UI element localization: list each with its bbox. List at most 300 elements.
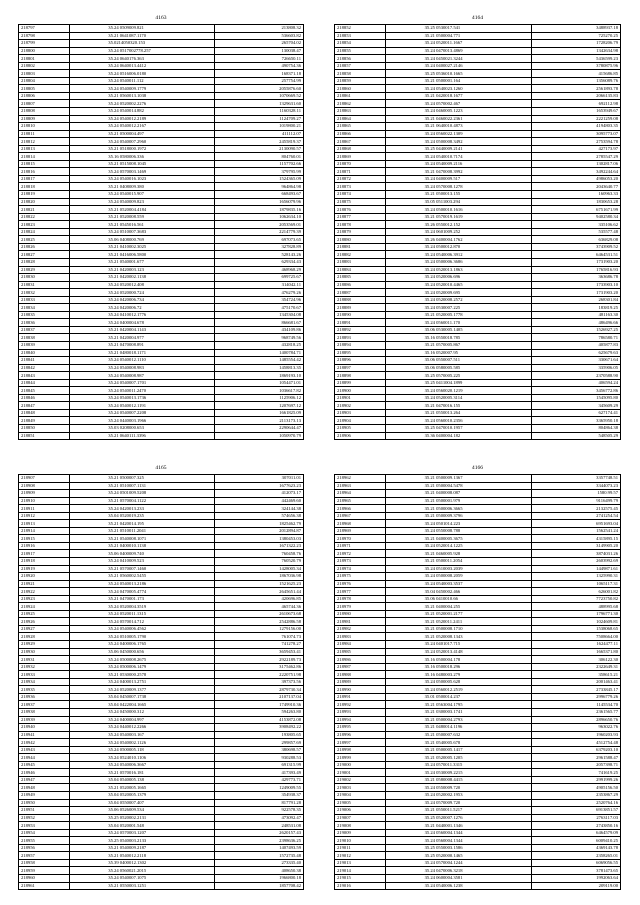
row-code-text: 35.21 0540005.678 <box>424 739 461 745</box>
table-row <box>335 663 621 671</box>
row-amount-cell: 2053569.01 <box>215 221 304 229</box>
row-code-cell <box>69 595 215 603</box>
table-row <box>19 77 304 85</box>
row-code-text: 35.21 0500009.3796 <box>424 513 463 519</box>
row-code-text: 35.03 0208000.653 <box>108 425 144 431</box>
row-code-cell <box>69 565 215 573</box>
row-code-cell <box>385 882 531 890</box>
row-code-text: 35.21 0500001.164 <box>424 78 461 84</box>
row-code-text: 35.24 0640176.363 <box>108 55 144 61</box>
row-code-text: 35.24 0520002.1953 <box>424 792 463 798</box>
row-amount-cell: 1036617.82 <box>215 387 304 395</box>
row-code-cell <box>69 573 215 581</box>
table-row <box>19 206 304 214</box>
row-id-cell: 218841 <box>19 357 70 365</box>
row-code-text: 35.06 0580005.585 <box>424 364 461 370</box>
row-code-text: 35.24 0420013.233 <box>108 505 144 511</box>
row-code-text: 35.24 0520010.4465 <box>424 281 463 287</box>
row-code-cell <box>385 761 531 769</box>
table-row <box>19 776 304 784</box>
table-row <box>335 160 621 168</box>
row-id-cell: 218915 <box>19 535 70 543</box>
table-row <box>19 191 304 199</box>
row-id-cell: 218944 <box>19 754 70 762</box>
row-code-text: 35.24 0540002.1126 <box>108 739 147 745</box>
row-id-cell: 218824 <box>19 228 70 236</box>
table-row <box>19 580 304 588</box>
row-id-cell: 218978 <box>335 595 386 603</box>
row-id-cell: 218927 <box>19 625 70 633</box>
row-code-text: 35.24 0510007.3683 <box>108 229 147 235</box>
row-code-text: 35.24 0540012.1191 <box>108 402 147 408</box>
row-id-cell: 218808 <box>19 108 70 116</box>
row-code-cell <box>385 535 531 543</box>
row-amount-cell: 2455819.37 <box>215 138 304 146</box>
row-id-cell: 218969 <box>335 527 386 535</box>
row-code-cell <box>69 40 215 48</box>
row-code-cell <box>69 648 215 656</box>
row-amount-cell: 968749.56 <box>215 334 304 342</box>
row-code-cell <box>69 236 215 244</box>
row-code-text: 35.21 0300003.1741 <box>424 709 463 715</box>
row-amount-cell: 4905156.50 <box>532 784 621 792</box>
row-id-cell: 218814 <box>19 153 70 161</box>
row-code-cell <box>69 251 215 259</box>
table-row <box>335 266 621 274</box>
row-amount-cell: 408650.38 <box>215 867 304 875</box>
table-row <box>19 512 304 520</box>
row-amount-cell: 1661825.09 <box>215 409 304 417</box>
row-id-cell: 219013 <box>335 859 386 867</box>
row-id-cell: 218872 <box>335 175 386 183</box>
row-code-cell <box>69 610 215 618</box>
row-code-text: 35.24 0440003.1966 <box>108 417 147 423</box>
row-code-cell <box>385 213 531 221</box>
row-amount-cell: 1869193.10 <box>215 372 304 380</box>
row-id-cell: 218877 <box>335 213 386 221</box>
row-id-cell: 218801 <box>19 55 70 63</box>
row-code-cell <box>69 625 215 633</box>
row-id-cell: 218905 <box>335 424 386 432</box>
table-row <box>335 776 621 784</box>
row-id-cell: 218994 <box>335 716 386 724</box>
row-amount-cell: 2214779.39 <box>215 228 304 236</box>
row-code-text: 35.24 0400027.2146 <box>424 63 463 69</box>
row-code-cell <box>69 221 215 229</box>
row-code-text: 35.24 0500008.3492 <box>424 138 463 144</box>
table-row <box>19 168 304 176</box>
row-amount-cell: 1966800.18 <box>215 874 304 882</box>
table-row <box>19 475 304 483</box>
table-row <box>19 686 304 694</box>
row-code-text: 35.21 0500005.1417 <box>424 747 463 753</box>
row-id-cell: 218972 <box>335 550 386 558</box>
row-amount-cell: 1249009.55 <box>215 784 304 792</box>
row-code-cell <box>385 610 531 618</box>
row-code-text: 35.24 0400004.678 <box>108 319 144 325</box>
row-code-cell <box>385 558 531 566</box>
row-code-text: 35.24 0540016.1023 <box>108 176 147 182</box>
row-code-text: 35.24 0540009.823 <box>108 198 144 204</box>
row-code-text: 35.21 0540001.677 <box>108 259 144 265</box>
table-row <box>19 274 304 282</box>
row-amount-cell: 405877.83 <box>532 341 621 349</box>
row-amount-cell: 1302817.06 <box>532 160 621 168</box>
row-code-text: 35.21 0420018.1677 <box>424 93 463 99</box>
table-row <box>335 807 621 815</box>
row-code-text: 35.24 0540003.167 <box>108 731 144 737</box>
table-row <box>19 708 304 716</box>
row-code-cell <box>385 153 531 161</box>
table-row <box>335 319 621 327</box>
row-amount-cell: 411112.07 <box>215 130 304 138</box>
table-row <box>335 364 621 372</box>
table-row <box>335 145 621 153</box>
row-id-cell: 218991 <box>335 693 386 701</box>
row-id-cell: 219005 <box>335 799 386 807</box>
row-amount-cell: 324144.38 <box>215 505 304 513</box>
table-row <box>335 701 621 709</box>
row-id-cell: 218919 <box>19 565 70 573</box>
row-code-cell <box>385 115 531 123</box>
row-amount-cell: 268301.84 <box>532 296 621 304</box>
row-amount-cell: 2066135.83 <box>532 92 621 100</box>
row-code-text: 35.21 0500008.1710 <box>424 626 463 632</box>
row-code-cell <box>385 724 531 732</box>
row-amount-cell: 1867036.98 <box>215 573 304 581</box>
row-amount-cell: 668493.67 <box>215 191 304 199</box>
row-amount-cell: 1356089.76 <box>532 77 621 85</box>
row-code-text: 35.24 0520011.1315 <box>108 611 147 617</box>
table-row <box>335 62 621 70</box>
row-id-cell: 219015 <box>335 874 386 882</box>
row-id-cell: 218928 <box>19 633 70 641</box>
table-row <box>335 580 621 588</box>
row-code-cell <box>385 542 531 550</box>
row-code-text: 35.24 0470005.4774 <box>108 588 147 594</box>
table-row <box>19 573 304 581</box>
table-row <box>19 417 304 425</box>
row-code-cell <box>385 874 531 882</box>
row-amount-cell: 594263.80 <box>215 708 304 716</box>
row-code-cell <box>69 844 215 852</box>
row-amount-cell: 7723750.82 <box>532 595 621 603</box>
row-amount-cell: 1345304.08 <box>215 311 304 319</box>
row-code-cell <box>69 822 215 830</box>
table-row <box>19 497 304 505</box>
row-id-cell: 218970 <box>335 535 386 543</box>
table-row <box>19 432 304 440</box>
row-id-cell: 218984 <box>335 641 386 649</box>
row-id-cell: 218974 <box>335 565 386 573</box>
row-amount-cell: 3874031.26 <box>532 550 621 558</box>
row-code-cell <box>385 175 531 183</box>
table-row <box>19 228 304 236</box>
row-code-cell <box>385 47 531 55</box>
row-amount-cell: 725270.25 <box>532 32 621 40</box>
row-code-text: 35.21 0500011.2054 <box>424 558 463 564</box>
row-code-cell <box>69 387 215 395</box>
row-id-cell: 218922 <box>19 588 70 596</box>
row-id-cell: 218981 <box>335 618 386 626</box>
row-code-cell <box>385 829 531 837</box>
row-code-text: 35.21 0500009.1367 <box>424 475 463 481</box>
table-row <box>19 520 304 528</box>
table-row <box>335 882 621 890</box>
row-amount-cell: 160963.33 <box>532 191 621 199</box>
row-code-cell <box>385 334 531 342</box>
row-code-text: 35.21 0470001.173 <box>108 596 144 602</box>
row-amount-cell: 327828.89 <box>215 243 304 251</box>
row-id-cell: 218837 <box>19 326 70 334</box>
row-id-cell: 218967 <box>335 512 386 520</box>
row-amount-cell: 692112.98 <box>532 100 621 108</box>
row-code-cell <box>385 243 531 251</box>
table-row <box>335 138 621 146</box>
row-amount-cell: 442469.60 <box>215 497 304 505</box>
table-row <box>335 739 621 747</box>
row-code-text: 35.24 0520012.408 <box>108 281 144 287</box>
table-row <box>335 542 621 550</box>
row-amount-cell: 1325990.31 <box>532 573 621 581</box>
row-code-text: 35.24 0470006.3218 <box>424 867 463 873</box>
row-code-text: 35.24 0501014.223 <box>424 520 461 526</box>
row-id-cell: 218899 <box>335 379 386 387</box>
table-row <box>19 341 304 349</box>
table-row <box>335 281 621 289</box>
row-code-cell <box>385 70 531 78</box>
table-row <box>19 108 304 116</box>
row-code-cell <box>69 100 215 108</box>
row-id-cell: 218827 <box>19 251 70 259</box>
table-row <box>335 289 621 297</box>
row-code-cell <box>69 130 215 138</box>
row-id-cell: 218946 <box>19 769 70 777</box>
row-code-cell <box>385 754 531 762</box>
row-code-text: 35.21 0460022.2361 <box>424 115 463 121</box>
row-id-cell: 218933 <box>19 671 70 679</box>
table-row <box>335 296 621 304</box>
row-amount-cell: 3095773.07 <box>532 130 621 138</box>
row-amount-cell: 1545095.80 <box>532 394 621 402</box>
row-id-cell: 219002 <box>335 776 386 784</box>
table-row <box>19 92 304 100</box>
table-row <box>19 243 304 251</box>
row-id-cell: 219007 <box>335 814 386 822</box>
table-row <box>19 656 304 664</box>
row-code-cell <box>69 319 215 327</box>
row-code-cell <box>69 115 215 123</box>
row-code-cell <box>69 663 215 671</box>
row-id-cell: 218901 <box>335 394 386 402</box>
row-amount-cell: 345609.29 <box>532 402 621 410</box>
row-code-text: 35.21 0420004.1143 <box>108 327 147 333</box>
row-code-text: 35.24 0570014.712 <box>108 618 144 624</box>
row-code-cell <box>69 731 215 739</box>
row-code-text: 35.21 0520008.1343 <box>424 633 463 639</box>
row-code-text: 35.21 0570019.1619 <box>424 214 463 220</box>
row-code-cell <box>69 326 215 334</box>
row-id-cell: 218908 <box>19 482 70 490</box>
row-code-text: 35.25 0520002.2131 <box>108 814 147 820</box>
row-code-cell <box>69 123 215 131</box>
row-code-text: 35.24 0640013.4412 <box>108 63 147 69</box>
row-code-cell <box>385 424 531 432</box>
row-id-cell: 218864 <box>335 115 386 123</box>
table-row <box>335 387 621 395</box>
row-amount-cell: 804864.38 <box>532 424 621 432</box>
row-code-cell <box>385 633 531 641</box>
row-amount-cell: 2132575.45 <box>532 505 621 513</box>
row-amount-cell: 434109.86 <box>215 326 304 334</box>
row-code-cell <box>69 784 215 792</box>
row-amount-cell: 1125906.12 <box>215 394 304 402</box>
row-amount-cell: 2520764.16 <box>532 799 621 807</box>
row-id-cell: 218878 <box>335 221 386 229</box>
row-code-text: 35.24 0540009.1779 <box>108 85 147 91</box>
row-code-text: 35.24 0520005.3114 <box>424 395 463 401</box>
row-code-cell <box>385 417 531 425</box>
table-row <box>19 175 304 183</box>
row-amount-cell: 2113173.13 <box>215 417 304 425</box>
row-id-cell: 218797 <box>19 25 70 33</box>
table-row <box>19 251 304 259</box>
row-code-text: 35.21 0540008.1071 <box>108 535 147 541</box>
row-id-cell: 218871 <box>335 168 386 176</box>
row-code-cell <box>69 814 215 822</box>
table-row <box>335 183 621 191</box>
row-id-cell: 218936 <box>19 693 70 701</box>
row-code-cell <box>385 379 531 387</box>
row-id-cell: 218853 <box>335 32 386 40</box>
row-id-cell: 218850 <box>19 424 70 432</box>
row-code-cell <box>385 505 531 513</box>
row-amount-cell: 2221259.08 <box>532 115 621 123</box>
row-code-text: 35.24 0410012.1776 <box>108 312 147 318</box>
row-code-text: 35.24 0420006.72 <box>108 304 142 310</box>
row-code-cell <box>385 799 531 807</box>
row-amount-cell: 1342634.98 <box>532 47 621 55</box>
row-id-cell: 218840 <box>19 349 70 357</box>
row-id-cell: 218806 <box>19 92 70 100</box>
row-code-text: 35.16 0580006.336 <box>108 153 144 159</box>
row-id-cell: 218891 <box>335 319 386 327</box>
row-id-cell: 219006 <box>335 807 386 815</box>
data-table <box>334 474 621 890</box>
table-row <box>335 716 621 724</box>
row-code-cell <box>69 304 215 312</box>
table-row <box>19 565 304 573</box>
row-id-cell: 218948 <box>19 784 70 792</box>
row-amount-cell: 306122.30 <box>532 656 621 664</box>
row-id-cell: 218855 <box>335 47 386 55</box>
row-amount-cell: 1572735.48 <box>215 852 304 860</box>
row-code-text: 35.21 0545016.561 <box>108 221 144 227</box>
row-amount-cell: 130038.47 <box>215 47 304 55</box>
row-code-text: 35.24 0400009.517 <box>424 176 461 182</box>
row-code-cell <box>69 349 215 357</box>
row-amount-cell: 2361565.77 <box>532 708 621 716</box>
row-amount-cell: 6464531.51 <box>532 251 621 259</box>
row-code-cell <box>69 409 215 417</box>
row-amount-cell: 2733845.17 <box>532 686 621 694</box>
table-row <box>19 32 304 40</box>
table-row <box>19 731 304 739</box>
row-code-text: 35.24 0520004.3519 <box>108 603 147 609</box>
row-amount-cell: 488995.68 <box>532 603 621 611</box>
row-amount-cell: 427173.97 <box>532 145 621 153</box>
table-row <box>19 266 304 274</box>
row-id-cell: 218861 <box>335 92 386 100</box>
row-id-cell: 218904 <box>335 417 386 425</box>
row-amount-cell: 3781473.65 <box>532 867 621 875</box>
row-id-cell: 218822 <box>19 213 70 221</box>
row-amount-cell: 6951693.04 <box>532 520 621 528</box>
row-id-cell: 218902 <box>335 402 386 410</box>
row-amount-cell: 213808.32 <box>215 25 304 33</box>
row-code-cell <box>69 85 215 93</box>
row-code-text: 35.06 0400009.740 <box>108 550 144 556</box>
row-code-cell <box>69 520 215 528</box>
table-row <box>19 822 304 830</box>
row-id-cell: 219008 <box>335 822 386 830</box>
row-amount-cell: 2763117.03 <box>532 814 621 822</box>
row-id-cell: 218815 <box>19 160 70 168</box>
table-row <box>19 25 304 33</box>
row-code-text: 35.25 0520007.1276 <box>424 814 463 820</box>
row-amount-cell: 1538068.65 <box>532 625 621 633</box>
table-row <box>19 334 304 342</box>
row-code-cell <box>69 754 215 762</box>
row-amount-cell: 1449871.61 <box>532 565 621 573</box>
row-amount-cell: 481163.30 <box>532 311 621 319</box>
row-id-cell: 218865 <box>335 123 386 131</box>
row-id-cell: 218923 <box>19 595 70 603</box>
row-code-cell <box>385 776 531 784</box>
row-code-text: 35.21 0540009.2187 <box>108 845 147 851</box>
row-code-text: 35.24 0560004.1344 <box>424 837 463 843</box>
row-id-cell: 218857 <box>335 62 386 70</box>
table-row <box>335 754 621 762</box>
row-amount-cell: 3488937.18 <box>532 25 621 33</box>
table-row <box>335 274 621 282</box>
table-row <box>335 867 621 875</box>
table-row <box>335 610 621 618</box>
row-code-cell <box>385 769 531 777</box>
row-id-cell: 218843 <box>19 372 70 380</box>
row-id-cell: 218868 <box>335 145 386 153</box>
row-amount-cell: 7508664.00 <box>532 633 621 641</box>
row-code-text: 35.21 0500013.155 <box>424 191 461 197</box>
row-code-cell <box>385 387 531 395</box>
row-code-text: 35.21 0563004.1795 <box>424 701 463 707</box>
row-code-text: 35.24 0460005.1223 <box>424 108 463 114</box>
row-code-text: 35.0214050320.153 <box>108 40 146 46</box>
row-amount-cell: 1671322.23 <box>215 542 304 550</box>
row-code-text: 35.21 0560002.5455 <box>108 573 147 579</box>
row-amount-cell: 2001463.41 <box>532 678 621 686</box>
row-id-cell: 218914 <box>19 527 70 535</box>
row-amount-cell: 2991999.26 <box>532 776 621 784</box>
row-id-cell: 218925 <box>19 610 70 618</box>
table-row <box>19 671 304 679</box>
row-code-cell <box>385 296 531 304</box>
row-id-cell: 218847 <box>19 402 70 410</box>
row-code-text: 35.21 0640010.4873 <box>424 123 463 129</box>
row-amount-cell: 1526927.25 <box>532 326 621 334</box>
row-code-cell <box>69 92 215 100</box>
table-row <box>335 25 621 33</box>
